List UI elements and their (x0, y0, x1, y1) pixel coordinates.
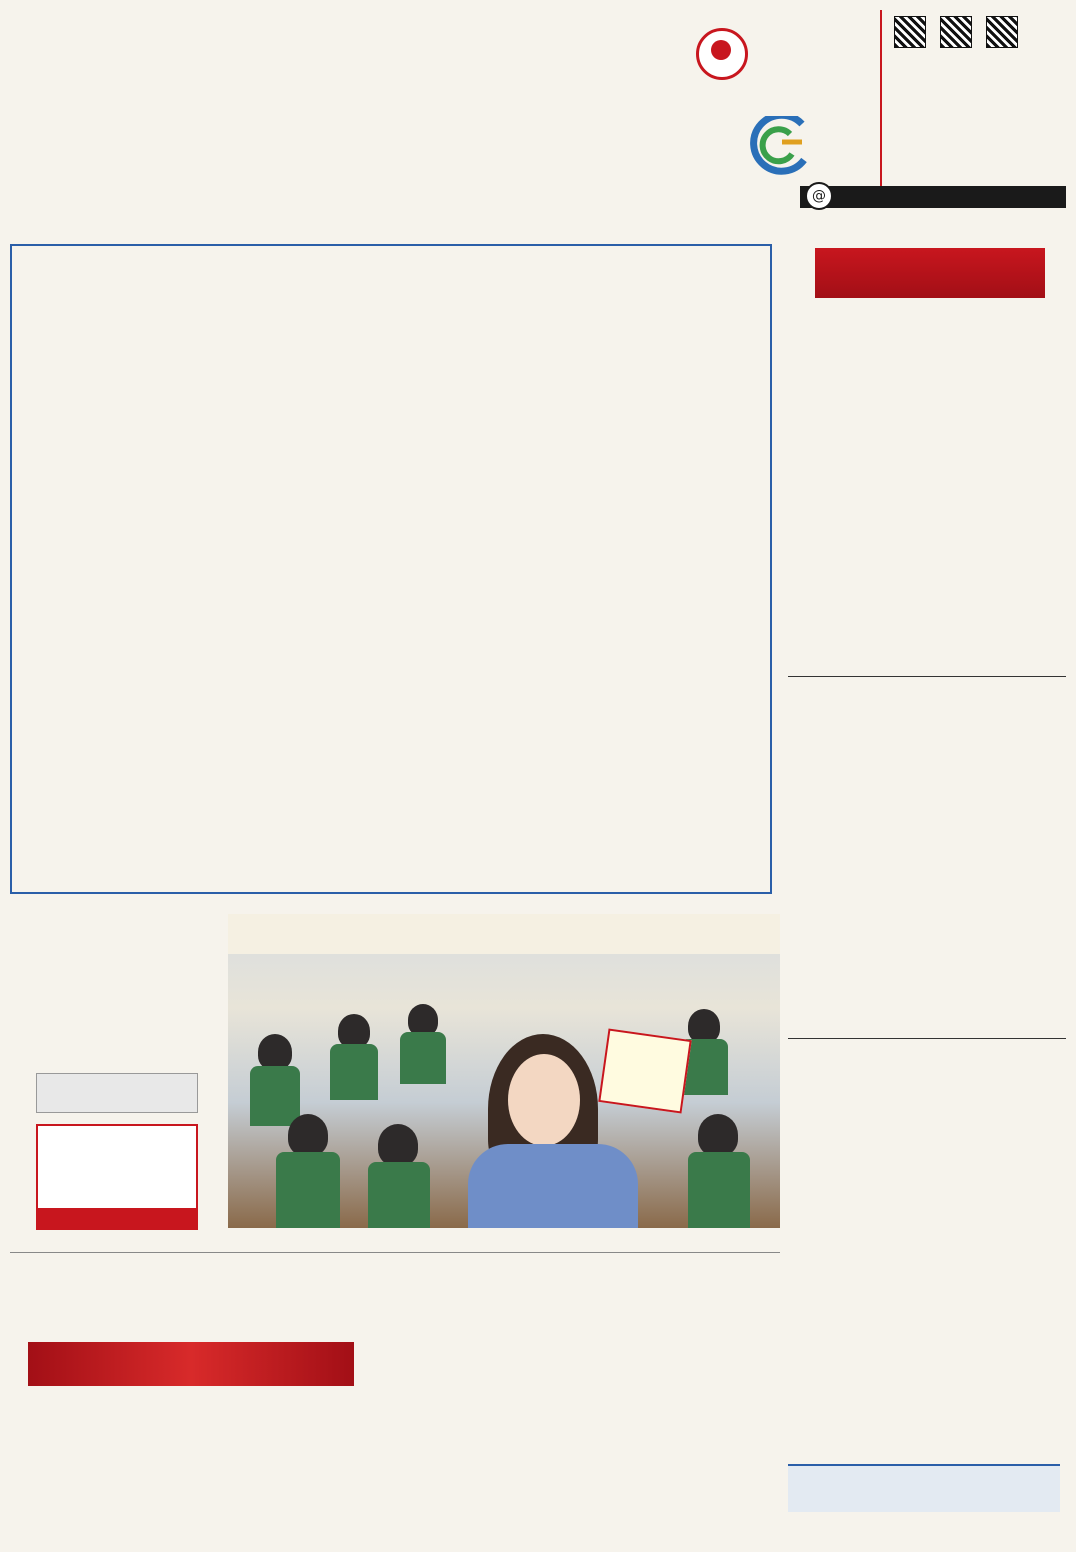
lead2-body (34, 714, 752, 884)
story-body-liaoning (792, 726, 1068, 1026)
lead1-body (34, 350, 752, 622)
lead-stories-box (10, 244, 772, 894)
page-b1-teaser[interactable] (788, 1464, 1060, 1512)
qr-row (894, 16, 1076, 53)
student-figure (330, 1044, 378, 1100)
story-body-henan (792, 352, 1068, 662)
student-figure (688, 1152, 750, 1228)
student-figure (688, 1009, 720, 1043)
student-figure (698, 1114, 738, 1156)
student-figure (276, 1152, 340, 1228)
student-figure (250, 1066, 300, 1126)
campaign-banner (815, 248, 1045, 298)
swirl-logo-icon (742, 116, 812, 176)
student-figure (400, 1032, 446, 1084)
drawing-card (598, 1029, 691, 1114)
logo-center-icon (711, 40, 731, 60)
classroom-banner (228, 914, 780, 954)
qr-block[interactable] (940, 16, 972, 53)
story-body-sichuan (792, 1088, 1068, 1452)
qr-block[interactable] (986, 16, 1018, 53)
student-figure (288, 1114, 328, 1156)
student-figure (258, 1034, 292, 1070)
bottom-body-wrapper (10, 1336, 770, 1536)
banner-spacer (10, 1336, 190, 1412)
tax-officer-uniform (468, 1144, 638, 1228)
ad-footer (38, 1208, 196, 1228)
website-url[interactable] (800, 186, 1066, 208)
photo-contest-badge (36, 1073, 198, 1113)
student-figure (378, 1124, 418, 1166)
student-figure (368, 1162, 430, 1228)
qr-code-icon (894, 16, 926, 48)
tax-officer-face (508, 1054, 580, 1146)
at-sign-icon: @ (805, 182, 833, 210)
masthead (0, 0, 1076, 236)
advertisement[interactable] (36, 1124, 198, 1230)
column-divider (788, 1038, 1066, 1039)
section-divider (10, 1252, 780, 1253)
student-figure (338, 1014, 370, 1048)
column-divider (788, 676, 1066, 677)
qr-block[interactable] (894, 16, 926, 53)
news-photo (228, 914, 780, 1228)
issue-info-panel (880, 10, 1076, 190)
qr-code-icon (940, 16, 972, 48)
qr-code-icon (986, 16, 1018, 48)
